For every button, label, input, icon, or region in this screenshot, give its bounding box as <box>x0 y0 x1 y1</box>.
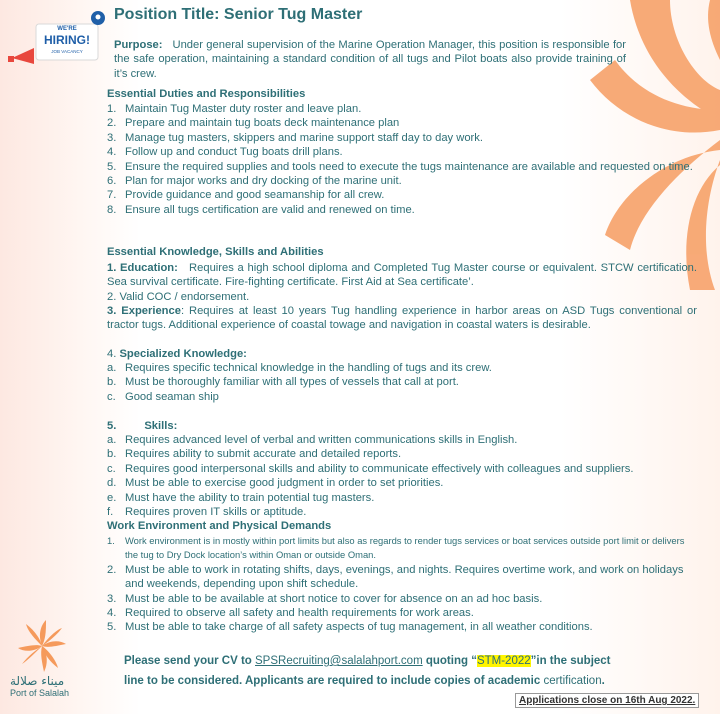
list-item: 7. Provide guidance and good seamanship for all crew. <box>107 189 385 202</box>
list-item: a. Requires specific technical knowledge in the handling of tugs and its crew. <box>107 362 492 374</box>
list-item: c. Requires good interpersonal skills and ability to communicate effectively with colleagues and suppliers. <box>107 462 634 475</box>
logo-english: Port of Salalah <box>10 688 70 698</box>
experience-paragraph: 3. Experience: Requires at least 10 years Tug handling experience in harbor areas on ASD Tugs conventional or tractor tugs. Additional experience of coastal towage and navigation in coastal waters is desirable. <box>107 305 698 332</box>
list-item: 2. Must be able to work in rotating shifts, days, evenings, and nights. Requires overtime work, and work on holidays and weekends, depending upon shift schedule. <box>107 563 684 591</box>
badge-we-re: WE'RE <box>57 26 77 32</box>
list-item: 2. Prepare and maintain tug boats deck maintenance plan <box>107 117 400 130</box>
list-item: 1. Work environment is in mostly within port limits but also as regards to render tugs services or boat services outside port limit or delivers the tug to Dry Dock location’s within Oman or outside Oman. <box>107 535 685 561</box>
list-item: 1. Maintain Tug Master duty roster and leave plan. <box>107 103 362 115</box>
list-item: d. Must be able to exercise good judgment in order to set priorities. <box>107 477 444 490</box>
list-item: 4. Required to observe all safety and health requirements for work areas. <box>107 607 474 620</box>
valid-coc: 2. Valid COC / endorsement. <box>107 291 250 303</box>
education-paragraph: 1. Education: Requires a high school diploma and Completed Tug Master course or equivalent. STCW certification. Sea survival certificate. Fire-fighting certificate. First Aid at Sea certificate’. <box>107 262 698 289</box>
environment-list <box>107 534 697 635</box>
list-item: 6. Plan for major works and dry docking of the marine unit. <box>107 175 402 188</box>
knowledge-heading: Essential Knowledge, Skills and Abilities <box>107 246 324 258</box>
list-item: 5. Must be able to take charge of all safety aspects of tug management, in all weather conditions. <box>107 621 593 634</box>
list-item: c. Good seaman ship <box>107 390 219 403</box>
badge-sub: JOB VACANCY <box>51 49 83 54</box>
email-link[interactable]: SPSRecruiting@salalahport.com <box>255 655 423 667</box>
list-item: 4. Follow up and conduct Tug boats drill plans. <box>107 146 343 159</box>
list-item: 5. Ensure the required supplies and tools need to execute the tugs maintenance are available and requested on time. <box>107 160 693 173</box>
hiring-badge <box>8 6 108 70</box>
list-item: a. Requires advanced level of verbal and written communications skills in English. <box>107 434 518 446</box>
skills-list <box>107 433 697 519</box>
list-item: b. Requires ability to submit accurate and detailed reports. <box>107 448 402 461</box>
logo-arabic: ميناء صلالة <box>10 674 65 688</box>
port-of-salalah-logo <box>10 620 90 710</box>
duties-list <box>107 102 697 217</box>
specialized-heading: 4. Specialized Knowledge: <box>107 348 247 360</box>
closing-date: Applications close on 16th Aug 2022. <box>515 693 699 708</box>
purpose-text: Under general supervision of the Marine Operation Manager, this position is responsible for the safe operation, maintaining a standard condition of all tugs and Pilot boats also provide training of it’s crew. <box>114 39 627 80</box>
list-item: b. Must be thoroughly familiar with all types of vessels that call at port. <box>107 376 459 389</box>
badge-hiring: HIRING! <box>44 33 90 47</box>
specialized-list <box>107 361 697 404</box>
page-title: Position Title: Senior Tug Master <box>114 6 363 23</box>
skills-heading: 5. Skills: <box>107 420 178 432</box>
list-item: 8. Ensure all tugs certification are valid and renewed on time. <box>107 203 415 216</box>
list-item: f. Requires proven IT skills or aptitude. <box>107 506 307 519</box>
list-item: 3. Manage tug masters, skippers and marine support staff day to day work. <box>107 131 483 144</box>
environment-heading: Work Environment and Physical Demands <box>107 520 332 532</box>
duties-heading: Essential Duties and Responsibilities <box>107 88 306 100</box>
sun-logo-icon <box>18 620 66 672</box>
purpose-paragraph <box>114 38 626 81</box>
reference-code: STM-2022 <box>476 655 531 667</box>
list-item: e. Must have the ability to train potential tug masters. <box>107 491 375 504</box>
education-label: 1. Education: <box>107 262 178 274</box>
application-instructions: Please send your CV to SPSRecruiting@salalahport.com quoting “STM-2022”in the subject line to be considered. Applicants are required to include copies of academic certification. <box>124 655 611 687</box>
list-item: 3. Must be able to be available at short notice to cover for absence on an ad hoc basis. <box>107 592 543 605</box>
experience-label: 3. Experience <box>107 305 181 317</box>
purpose-label: Purpose: <box>114 39 163 51</box>
